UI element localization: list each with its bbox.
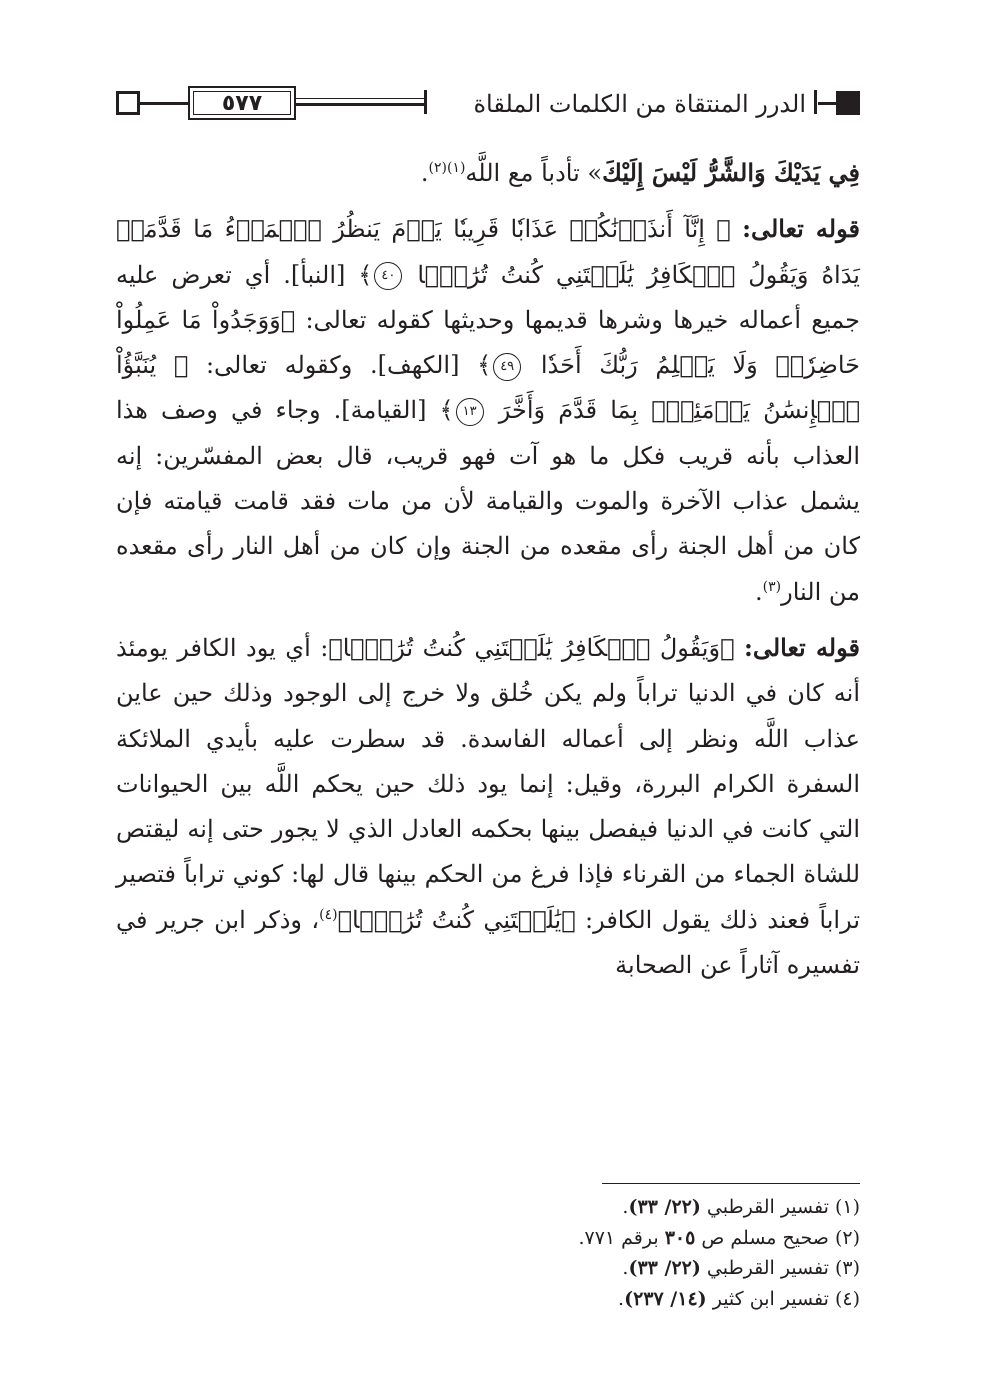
footnote-end: .	[578, 1226, 585, 1249]
verse-quote-repeat: ﴿يَٰلَيۡتَنِي كُنتُ تُرَٰبَۢا﴾	[337, 905, 576, 934]
footnote-citation: (٢٢/ ٣٣)	[628, 1257, 701, 1279]
footnote-number: (٤)	[834, 1287, 860, 1310]
footnote-ref-4[interactable]: (٤)	[319, 906, 338, 923]
paragraph-2	[116, 206, 860, 615]
paragraph-3-text-2: ، وذكر ابن جرير في تفسيره آثاراً عن الصحابة	[116, 905, 860, 980]
footnote-number: (٢)	[834, 1226, 860, 1249]
footnote-4	[300, 1284, 860, 1315]
header-rule-middle	[296, 103, 424, 106]
verse-qiyamah-13: ﴿ يُنَبَّؤُاْ ٱلۡإِنسَٰنُ يَوۡمَئِذِۢ بِمَا قَدَّمَ وَأَخَّرَ	[116, 351, 860, 425]
ayah-number-40: ٤٠	[374, 262, 402, 290]
verse-kahf-49: ﴿وَوَجَدُواْ مَا عَمِلُواْ حَاضِرٗاۗ وَلَا يَظۡلِمُ رَبُّكَ أَحَدٗا	[116, 305, 860, 380]
paragraph-3	[116, 625, 860, 988]
header-rule-middle-top	[296, 98, 424, 99]
paragraph-2-text-2: ﴾ [الكهف]. وكقوله تعالى:	[205, 351, 492, 380]
footnote-end: .	[622, 1196, 629, 1218]
footnote-refs-1-2[interactable]: (١)(٢)	[428, 160, 466, 176]
footnote-text: تفسير القرطبي	[706, 1257, 829, 1279]
footnote-text: تفسير القرطبي	[706, 1196, 829, 1218]
footnote-3	[300, 1253, 860, 1284]
paragraph-2-end: .	[755, 577, 763, 606]
footnote-separator	[602, 1183, 860, 1184]
footnote-text: تفسير ابن كثير	[712, 1287, 829, 1310]
page-header	[116, 84, 860, 126]
paragraph-1-tail: » تأدباً مع اللَّه	[465, 159, 603, 187]
header-bar-divider	[424, 90, 427, 114]
page-number-box	[188, 86, 296, 120]
ayah-number-13: ١٣	[456, 398, 484, 426]
footnote-1	[300, 1192, 860, 1223]
footnote-number: (٣)	[834, 1257, 860, 1279]
paragraph-3-text-1: : أي يود الكافر يومئذ أنه كان في الدنيا تراباً ولم يكن خُلق ولا خرج إلى الوجود وذلك حين عاين عذاب اللَّه ونظر إلى أعماله الفاسدة. قد سطرت عليه بأيدي الملائكة السفرة الكرام البررة، وقيل: إنما يود ذلك حين يحكم اللَّه بين الحيوانات التي كانت في الدنيا فيفصل بينها بحكمه العادل الذي لا يجور حتى إنه ليقتص للشاة الجماء من القرناء فإذا فرغ من الحكم بينها قال لها: كوني تراباً فتصير تراباً فعند ذلك يقول الكافر:	[116, 633, 861, 934]
paragraph-2-text-1: ﴾ [النبأ]. أي تعرض عليه جميع أعماله خيرها وشرها قديمها وحديثها كقوله تعالى:	[116, 260, 860, 334]
header-bar-divider-right	[814, 90, 817, 114]
verse-naba-40: ﴿ إِنَّآ أَنذَرۡنَٰكُمۡ عَذَابٗا قَرِيبٗا يَوۡمَ يَنظُرُ ٱلۡمَرۡءُ مَا قَدَّمَتۡ يَدَاهُ وَيَقُولُ ٱلۡكَافِرُ يَٰلَيۡتَنِي كُنتُ تُرَٰبَۢا	[116, 215, 860, 289]
ayah-number-49: ٤٩	[493, 353, 521, 381]
hadith-quote: فِي يَدَيْكَ وَالشَّرُّ لَيْسَ إِلَيْكَ	[602, 158, 860, 187]
footnote-end: .	[618, 1287, 625, 1310]
header-square-solid-ornament	[836, 91, 860, 115]
paragraph-1	[116, 150, 860, 196]
paragraph-3-lead: قوله تعالى:	[743, 632, 860, 662]
footnote-citation: (٢٢/ ٣٣)	[628, 1196, 701, 1218]
footnote-2	[300, 1223, 860, 1254]
footnote-number: (١)	[834, 1196, 860, 1218]
header-rule-right	[818, 102, 836, 105]
footnote-page: ٣٠٥	[664, 1226, 696, 1249]
verse-naba-40-quote: ﴿وَيَقُولُ ٱلۡكَافِرُ يَٰلَيۡتَنِي كُنتُ تُرَٰبَۢا﴾	[328, 633, 735, 662]
page-number: ٥٧٧	[221, 91, 263, 116]
main-text	[116, 150, 860, 988]
paragraph-2-lead: قوله تعالى:	[742, 214, 860, 244]
footnote-ref-3[interactable]: (٣)	[762, 578, 782, 595]
running-head-title: الدرر المنتقاة من الكلمات الملقاة	[473, 90, 806, 118]
footnotes-list	[300, 1192, 860, 1314]
paragraph-2-text-3: ﴾ [القيامة]. وجاء في وصف هذا العذاب بأنه قريب فكل ما هو آت فهو قريب، قال بعض المفسّرين: إنه يشمل عذاب الآخرة والموت والقيامة لأن من مات فقد قامت قيامته فإن كان من أهل الجنة رأى مقعده من الجنة وإن كان من أهل النار رأى مقعده من النار	[116, 396, 861, 606]
header-square-outline-ornament	[116, 91, 140, 115]
footnote-end: .	[622, 1257, 629, 1279]
footnote-text: صحيح مسلم ص	[701, 1226, 829, 1249]
header-rule-left	[140, 102, 188, 105]
footnote-text-2: برقم ٧٧١	[584, 1226, 659, 1249]
paragraph-1-end: .	[420, 159, 429, 187]
footnote-citation: (١٤/ ٢٣٧)	[624, 1287, 707, 1310]
